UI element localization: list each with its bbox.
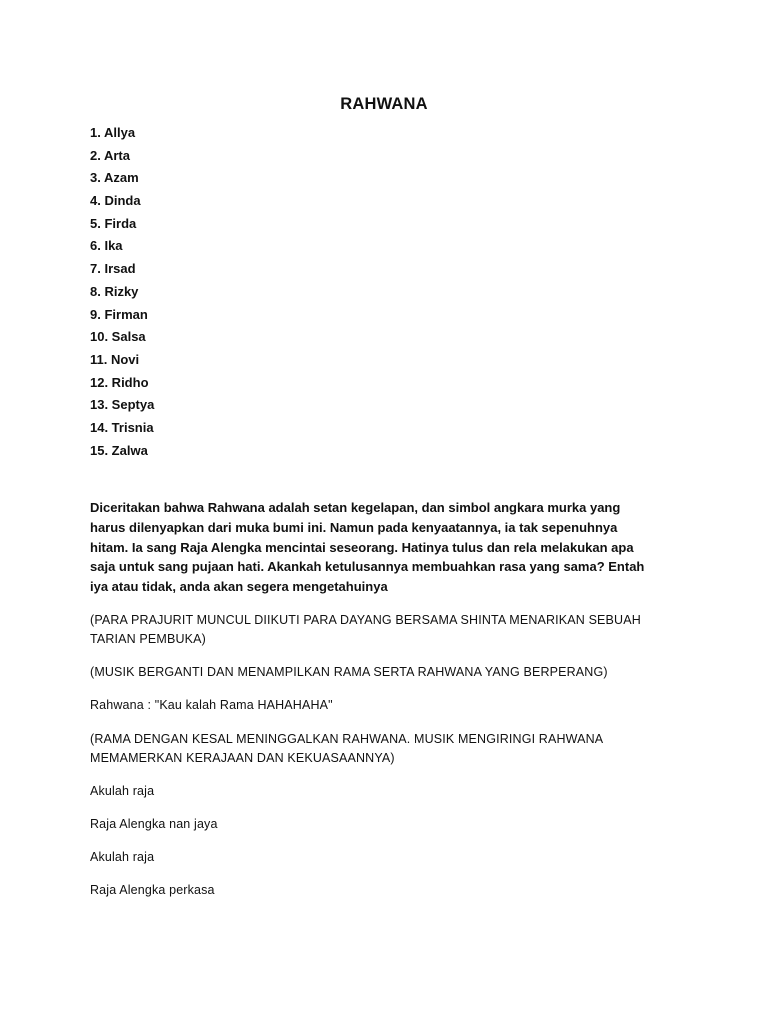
list-item: 10. Salsa bbox=[90, 329, 146, 345]
list-item: 12. Ridho bbox=[90, 374, 149, 390]
list-item: 1. Allya bbox=[90, 125, 136, 140]
list-item: 3. Azam bbox=[90, 170, 139, 186]
list-item: 6. Ika bbox=[90, 238, 123, 254]
dialogue-line: Rahwana : "Kau kalah Rama HAHAHAHA" bbox=[90, 698, 333, 712]
list-item: 4. Dinda bbox=[90, 193, 141, 209]
list-item: 7. Irsad bbox=[90, 261, 136, 277]
stage-direction: (RAMA DENGAN KESAL MENINGGALKAN RAHWANA. MUSIK MENGIRINGI RAHWANA MEMAMERKAN KERAJAAN DAN KEKUASAANNYA) bbox=[90, 732, 603, 765]
stage-direction: (MUSIK BERGANTI DAN MENAMPILKAN RAMA SERTA RAHWANA YANG BERPERANG) bbox=[90, 665, 608, 679]
list-item: 15. Zalwa bbox=[90, 442, 148, 458]
song-lyric-line: Raja Alengka perkasa bbox=[90, 883, 215, 897]
list-item: 5. Firda bbox=[90, 215, 137, 231]
list-item: 8. Rizky bbox=[90, 283, 139, 299]
list-item: 2. Arta bbox=[90, 147, 130, 163]
stage-direction: (PARA PRAJURIT MUNCUL DIIKUTI PARA DAYANG BERSAMA SHINTA MENARIKAN SEBUAH TARIAN PEMBUKA) bbox=[90, 613, 641, 646]
list-item: 14. Trisnia bbox=[90, 419, 154, 435]
page-title: RAHWANA bbox=[340, 95, 428, 113]
list-item: 9. Firman bbox=[90, 306, 148, 322]
member-list bbox=[90, 124, 154, 464]
list-item: 11. Novi bbox=[90, 351, 140, 367]
song-lyric-line: Raja Alengka nan jaya bbox=[90, 817, 218, 831]
song-lyric-line: Akulah raja bbox=[90, 850, 155, 864]
list-item: 13. Septya bbox=[90, 397, 155, 413]
synopsis-paragraph: Diceritakan bahwa Rahwana adalah setan kegelapan, dan simbol angkara murka yang harus dilenyapkan dari muka bumi ini. Namun pada kenyaatannya, ia tak sepenuhnya hitam. Ia sang Raja Alengka mencintai seseorang. Hatinya tulus dan rela melakukan apa saja untuk sang pujaan hati. Akankah ketulusannya membuahkan rasa yang sama? Entah iya atau tidak, anda akan segera mengetahuinya bbox=[90, 500, 645, 595]
song-lyric-line: Akulah raja bbox=[90, 784, 155, 798]
